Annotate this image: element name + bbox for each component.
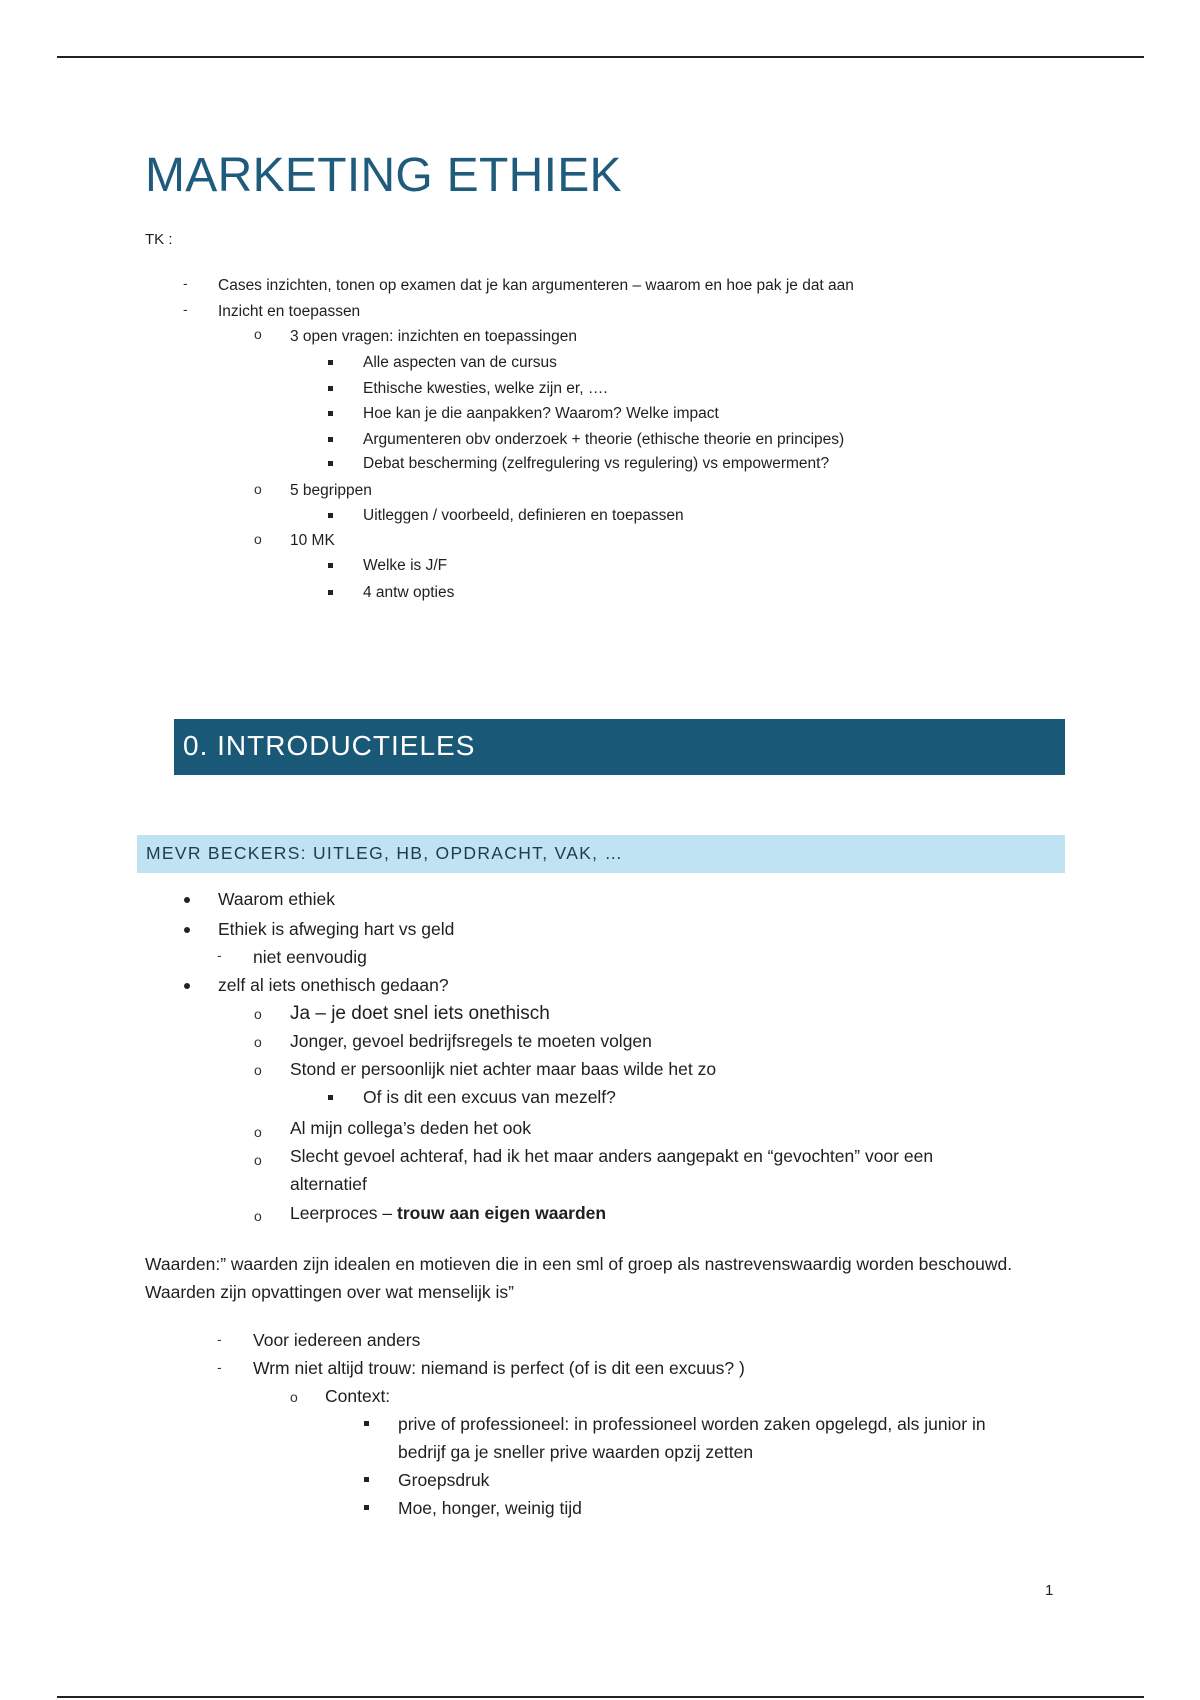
list-item-groepsdruk: Groepsdruk	[398, 1470, 490, 1490]
list-item: Debat bescherming (zelfregulering vs regulering) vs empowerment?	[363, 455, 830, 472]
list-item: Welke is J/F	[363, 557, 448, 574]
square-marker	[328, 437, 333, 442]
dash-marker: -	[217, 1359, 222, 1375]
circle-marker: o	[254, 481, 262, 497]
circle-marker: o	[254, 1006, 262, 1022]
list-item-slecht-cont: alternatief	[290, 1174, 367, 1194]
list-item: Alle aspecten van de cursus	[363, 354, 557, 371]
list-item-moe: Moe, honger, weinig tijd	[398, 1498, 582, 1518]
dash-marker: -	[217, 1331, 222, 1347]
list-item-prive: prive of professioneel: in professioneel worden zaken opgelegd, als junior in	[398, 1414, 986, 1434]
header-rule	[57, 56, 1144, 58]
circle-marker: o	[254, 1152, 262, 1168]
square-marker	[328, 461, 333, 466]
list-item-afweging: Ethiek is afweging hart vs geld	[218, 919, 455, 939]
circle-marker: o	[254, 1208, 262, 1224]
list-item-excuus: Of is dit een excuus van mezelf?	[363, 1087, 616, 1107]
tk-label: TK :	[145, 231, 173, 248]
square-marker	[328, 386, 333, 391]
circle-marker: o	[254, 1062, 262, 1078]
square-marker	[328, 360, 333, 365]
dash-marker: -	[183, 301, 188, 317]
square-marker	[328, 563, 333, 568]
list-item-context: Context:	[325, 1386, 391, 1406]
list-item-iedereen: Voor iedereen anders	[253, 1330, 421, 1350]
square-marker	[364, 1421, 369, 1426]
list-item-slecht: Slecht gevoel achteraf, had ik het maar anders aangepakt en “gevochten” voor een	[290, 1146, 934, 1166]
list-item: Jonger, gevoel bedrijfsregels te moeten volgen	[290, 1031, 652, 1051]
list-item-cases: Cases inzichten, tonen op examen dat je kan argumenteren – waarom en hoe pak je dat aan	[218, 277, 854, 294]
list-item-prive-cont: bedrijf ga je sneller prive waarden opzij zetten	[398, 1442, 754, 1462]
square-marker	[328, 1095, 333, 1100]
square-marker	[364, 1477, 369, 1482]
list-item: Ja – je doet snel iets onethisch	[290, 1003, 550, 1024]
footer-rule	[57, 1696, 1144, 1698]
square-marker	[328, 513, 333, 518]
list-item: 4 antw opties	[363, 584, 455, 601]
list-item-zelf: zelf al iets onethisch gedaan?	[218, 975, 449, 995]
bullet-marker	[184, 927, 190, 933]
list-item-open-vragen: 3 open vragen: inzichten en toepassingen	[290, 328, 577, 345]
list-item-collegas: Al mijn collega’s deden het ook	[290, 1118, 531, 1138]
list-item: Ethische kwesties, welke zijn er, ….	[363, 380, 608, 397]
waarden-paragraph: Waarden:” waarden zijn idealen en motieven die in een sml of groep als nastrevenswaardig worden beschouwd. Waarden zijn opvattingen over wat menselijk is”	[145, 1254, 1013, 1302]
list-item-mk: 10 MK	[290, 532, 335, 549]
dash-marker: -	[183, 275, 188, 291]
circle-marker: o	[254, 531, 262, 547]
square-marker	[328, 590, 333, 595]
list-item: Argumenteren obv onderzoek + theorie (ethische theorie en principes)	[363, 431, 845, 448]
list-item: Stond er persoonlijk niet achter maar baas wilde het zo	[290, 1059, 717, 1079]
list-item-niet-eenvoudig: niet eenvoudig	[253, 947, 367, 967]
bullet-marker	[184, 897, 190, 903]
list-item-leerproces	[290, 1203, 606, 1224]
list-item-trouw: Wrm niet altijd trouw: niemand is perfect (of is dit een excuus? )	[253, 1358, 745, 1378]
leerproces-text: Leerproces –	[290, 1203, 398, 1223]
list-item-inzicht: Inzicht en toepassen	[218, 303, 361, 320]
circle-marker: o	[254, 1124, 262, 1140]
square-marker	[364, 1505, 369, 1510]
list-item-begrippen: 5 begrippen	[290, 482, 372, 499]
bullet-marker	[184, 983, 190, 989]
circle-marker: o	[254, 326, 262, 342]
page-title: MARKETING ETHIEK	[145, 149, 622, 202]
trouw-bold-text: trouw aan eigen waarden	[397, 1203, 607, 1223]
circle-marker: o	[254, 1034, 262, 1050]
list-item-waarom: Waarom ethiek	[218, 889, 336, 909]
page-number: 1	[1045, 1582, 1054, 1599]
circle-marker: o	[290, 1389, 298, 1405]
section-heading: 0. INTRODUCTIELES	[174, 719, 1065, 775]
square-marker	[328, 411, 333, 416]
list-item: Hoe kan je die aanpakken? Waarom? Welke impact	[363, 405, 719, 422]
subsection-heading: MEVR BECKERS: UITLEG, HB, OPDRACHT, VAK, …	[137, 835, 1065, 873]
dash-marker: -	[217, 947, 222, 963]
list-item: Uitleggen / voorbeeld, definieren en toepassen	[363, 507, 684, 524]
